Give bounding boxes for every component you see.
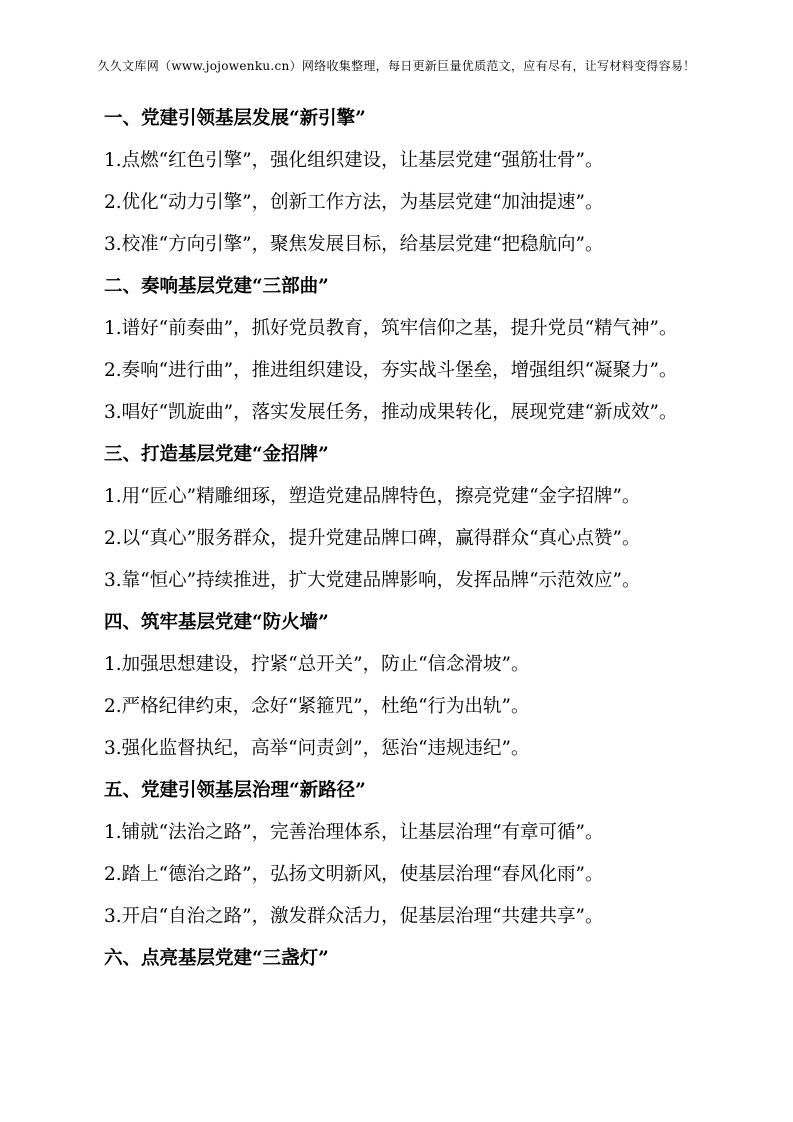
- section-heading: 三、打造基层党建“金招牌”: [104, 444, 329, 465]
- list-item: 1.用“匠心”精雕细琢，塑造党建品牌特色，擦亮党建“金字招牌”。: [104, 486, 641, 507]
- list-item: 1.加强思想建设，拧紧“总开关”，防止“信念滑坡”。: [104, 654, 530, 675]
- list-item: 3.靠“恒心”持续推进，扩大党建品牌影响，发挥品牌“示范效应”。: [104, 570, 641, 591]
- list-item: 3.强化监督执纪，高举“问责剑”，惩治“违规违纪”。: [104, 738, 530, 759]
- section-heading: 二、奏响基层党建“三部曲”: [104, 276, 329, 297]
- list-item: 3.开启“自治之路”，激发群众活力，促基层治理“共建共享”。: [104, 906, 604, 927]
- list-item: 2.严格纪律约束，念好“紧箍咒”，杜绝“行为出轨”。: [104, 696, 530, 717]
- section-heading: 四、筑牢基层党建“防火墙”: [104, 612, 329, 633]
- page-header: 久久文库网（www.jojowenku.cn）网络收集整理，每日更新巨量优质范文，应有尽有，让写材料变得容易！: [97, 59, 696, 73]
- list-item: 2.奏响“进行曲”，推进组织建设，夯实战斗堡垒，增强组织“凝聚力”。: [104, 360, 678, 381]
- list-item: 3.校准“方向引擎”，聚焦发展目标，给基层党建“把稳航向”。: [104, 234, 604, 255]
- section-heading: 一、党建引领基层发展“新引擎”: [104, 108, 366, 129]
- list-item: 1.铺就“法治之路”，完善治理体系，让基层治理“有章可循”。: [104, 822, 604, 843]
- list-item: 2.踏上“德治之路”，弘扬文明新风，使基层治理“春风化雨”。: [104, 864, 604, 885]
- list-item: 1.谱好“前奏曲”，抓好党员教育，筑牢信仰之基，提升党员“精气神”。: [104, 318, 678, 339]
- section-heading: 五、党建引领基层治理“新路径”: [104, 780, 366, 801]
- list-item: 2.以“真心”服务群众，提升党建品牌口碑，赢得群众“真心点赞”。: [104, 528, 641, 549]
- section-heading: 六、点亮基层党建“三盏灯”: [104, 948, 329, 969]
- list-item: 1.点燃“红色引擎”，强化组织建设，让基层党建“强筋壮骨”。: [104, 150, 604, 171]
- list-item: 2.优化“动力引擎”，创新工作方法，为基层党建“加油提速”。: [104, 192, 604, 213]
- document-body: [104, 98, 793, 980]
- list-item: 3.唱好“凯旋曲”，落实发展任务，推动成果转化，展现党建“新成效”。: [104, 402, 678, 423]
